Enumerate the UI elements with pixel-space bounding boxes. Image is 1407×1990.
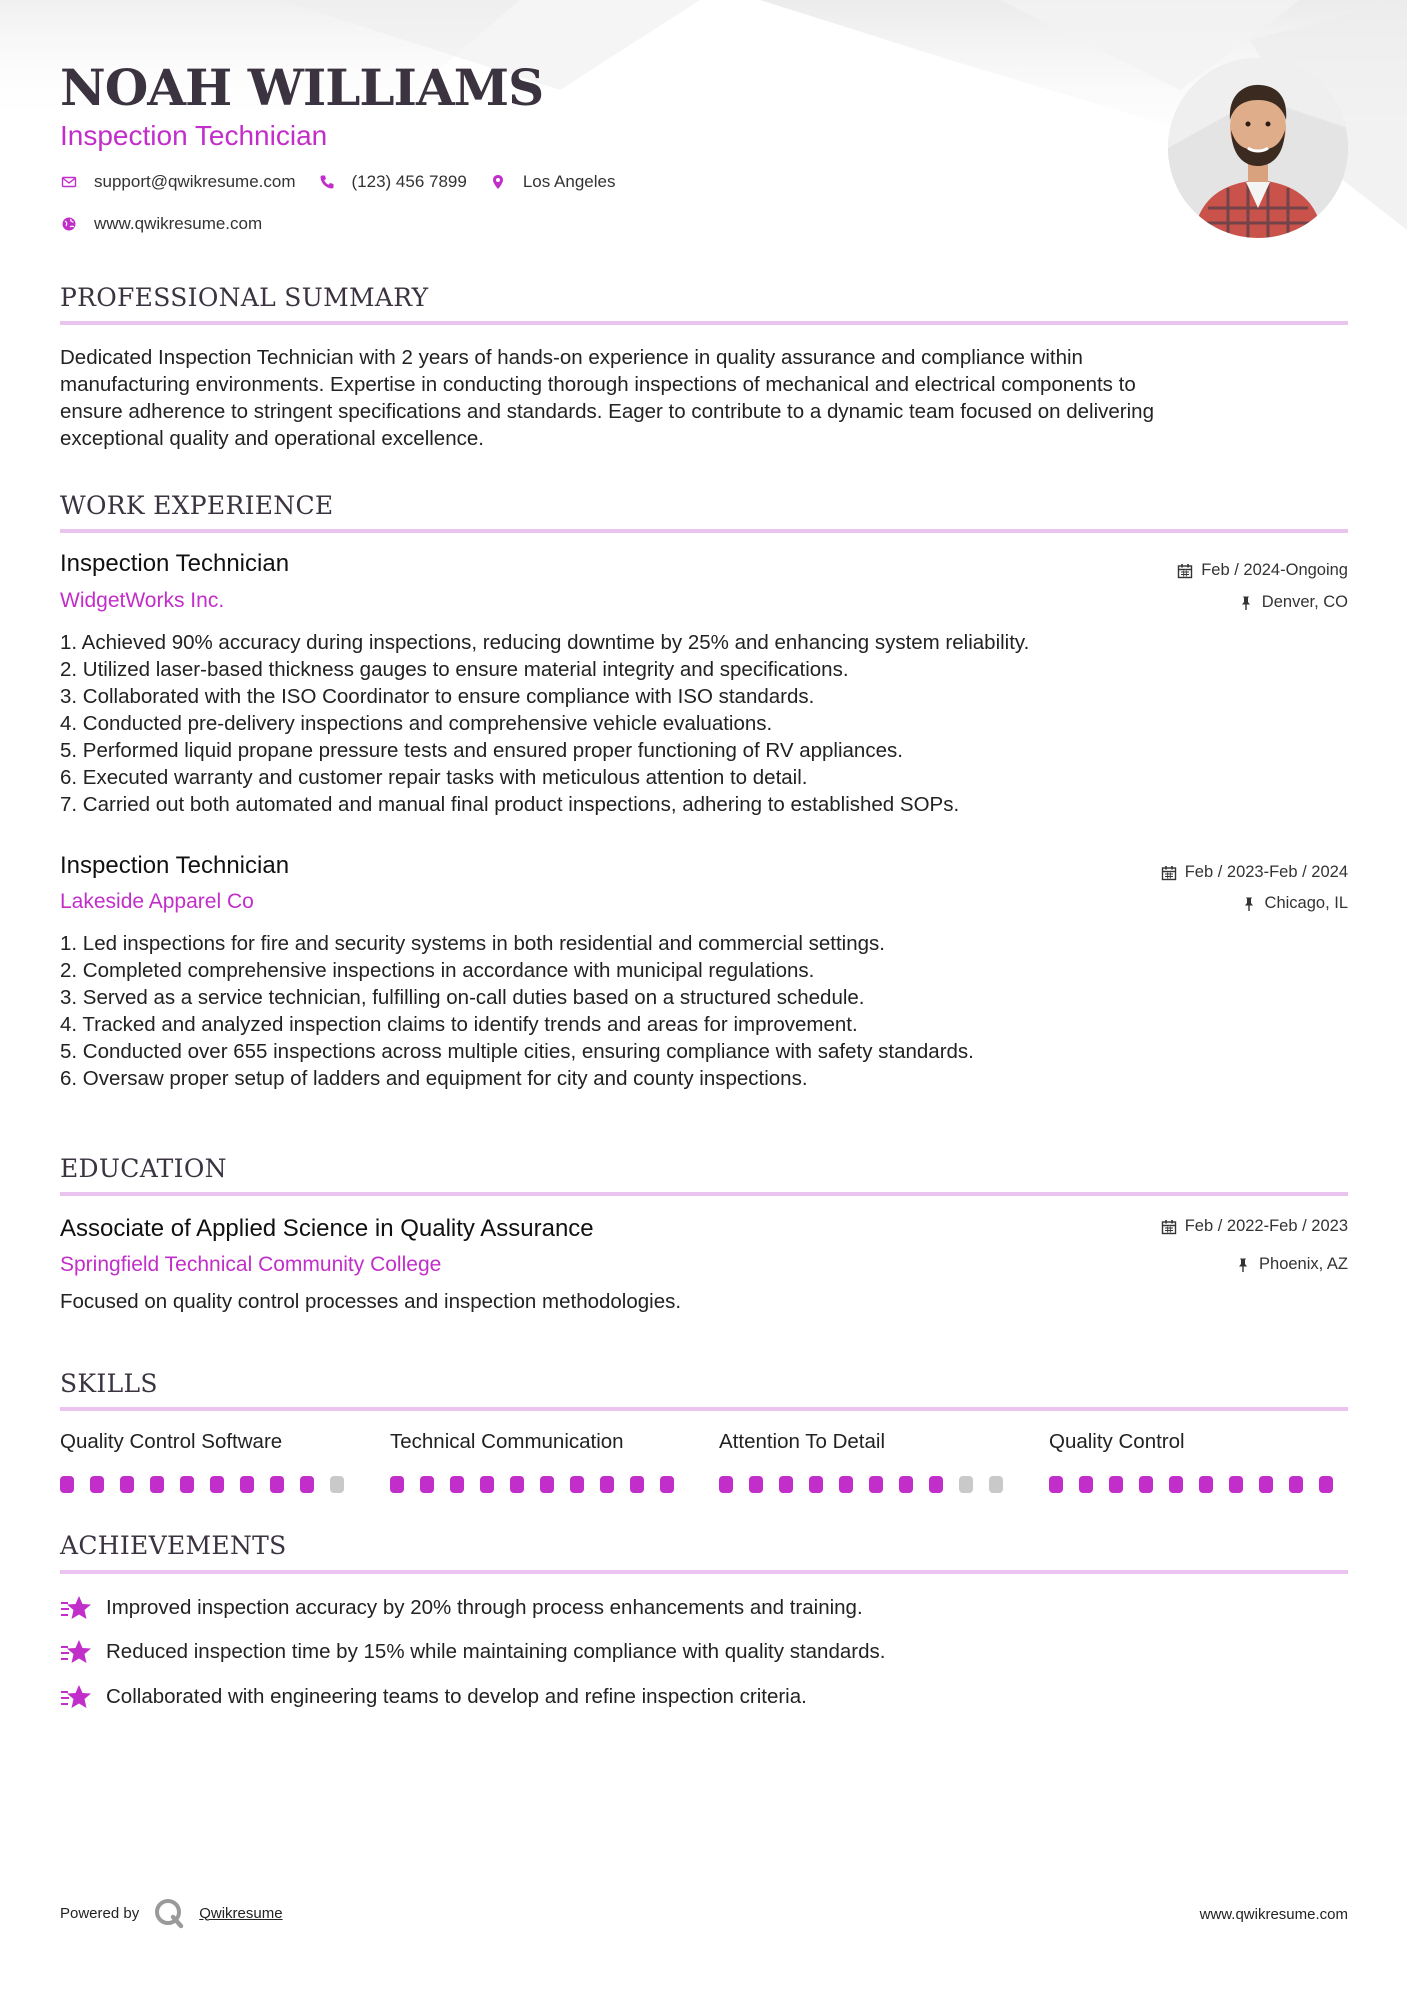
pushpin-icon: [1238, 595, 1254, 611]
calendar-icon: [1161, 865, 1177, 881]
section-divider: [60, 529, 1348, 533]
rating-dot-filled: [420, 1476, 434, 1493]
education-description: Focused on quality control processes and inspection methodologies.: [60, 1290, 682, 1313]
summary-line: exceptional quality and operational excellence.: [60, 427, 484, 450]
rating-dot-filled: [839, 1476, 853, 1493]
globe-icon: [60, 215, 78, 233]
list-item: 3. Served as a service technician, fulfilling on-call duties based on a structured schedule.: [60, 986, 865, 1009]
list-item: 5. Performed liquid propane pressure tests and ensured proper functioning of RV appliances.: [60, 739, 903, 762]
skill-item: [719, 1430, 1019, 1493]
qwikresume-logo-icon: [153, 1897, 185, 1929]
job-dates: [1177, 561, 1348, 580]
contact-row-website: [60, 214, 284, 234]
resume-page: [60, 0, 1348, 1990]
skill-rating: [719, 1476, 1019, 1493]
rating-dot-filled: [150, 1476, 164, 1493]
calendar-icon: [1177, 563, 1193, 579]
rating-dot-filled: [869, 1476, 883, 1493]
achievements-heading: ACHIEVEMENTS: [60, 1531, 287, 1560]
envelope-icon: [60, 173, 78, 191]
education-location-text: Phoenix, AZ: [1259, 1255, 1348, 1273]
contact-phone[interactable]: [318, 172, 467, 192]
achievement-item: [60, 1638, 885, 1666]
achievement-text: Collaborated with engineering teams to develop and refine inspection criteria.: [106, 1685, 807, 1708]
skill-rating: [60, 1476, 360, 1493]
achievement-item: [60, 1594, 863, 1622]
list-item: 1. Achieved 90% accuracy during inspections, reducing downtime by 25% and enhancing system reliability.: [60, 631, 1030, 654]
skill-name: Attention To Detail: [719, 1430, 886, 1453]
section-divider: [60, 321, 1348, 325]
education-location: [1235, 1255, 1348, 1274]
rating-dot-filled: [180, 1476, 194, 1493]
rating-dot-filled: [929, 1476, 943, 1493]
job-bullet-list: [60, 629, 1348, 818]
section-divider: [60, 1407, 1348, 1411]
skill-item: [1049, 1430, 1349, 1493]
rating-dot-filled: [540, 1476, 554, 1493]
skill-name: Technical Communication: [390, 1430, 624, 1453]
list-item: 2. Utilized laser-based thickness gauges to ensure material integrity and specifications.: [60, 658, 849, 681]
list-item: 4. Tracked and analyzed inspection claims to identify trends and areas for improvement.: [60, 1013, 858, 1036]
rating-dot-filled: [1109, 1476, 1123, 1493]
star-icon: [60, 1638, 92, 1666]
job-dates-text: Feb / 2023-Feb / 2024: [1184, 863, 1348, 881]
list-item: 1. Led inspections for fire and security systems in both residential and commercial settings.: [60, 932, 885, 955]
list-item: 5. Conducted over 655 inspections across multiple cities, ensuring compliance with safety standards.: [60, 1040, 974, 1063]
rating-dot-filled: [1259, 1476, 1273, 1493]
experience-heading: WORK EXPERIENCE: [60, 491, 334, 520]
rating-dot-filled: [749, 1476, 763, 1493]
skill-item: [390, 1430, 690, 1493]
job-location-text: Chicago, IL: [1264, 894, 1348, 912]
list-item: 6. Executed warranty and customer repair tasks with meticulous attention to detail.: [60, 766, 808, 789]
summary-line: Dedicated Inspection Technician with 2 years of hands-on experience in quality assurance and compliance within: [60, 346, 1083, 369]
rating-dot-filled: [1289, 1476, 1303, 1493]
achievement-text: Improved inspection accuracy by 20% through process enhancements and training.: [106, 1596, 863, 1619]
contact-location: [489, 172, 616, 192]
website-text: www.qwikresume.com: [94, 214, 263, 233]
rating-dot-filled: [809, 1476, 823, 1493]
profile-photo: [1168, 58, 1348, 238]
skills-heading: SKILLS: [60, 1369, 158, 1398]
job-location: [1238, 593, 1348, 612]
rating-dot-filled: [1319, 1476, 1333, 1493]
rating-dot-filled: [1079, 1476, 1093, 1493]
rating-dot-filled: [390, 1476, 404, 1493]
rating-dot-filled: [450, 1476, 464, 1493]
phone-icon: [318, 173, 336, 191]
company-name: WidgetWorks Inc.: [60, 589, 225, 612]
rating-dot-filled: [240, 1476, 254, 1493]
job-title: Inspection Technician: [60, 852, 290, 879]
location-text: Los Angeles: [522, 172, 616, 191]
skill-name: Quality Control: [1049, 1430, 1185, 1453]
rating-dot-filled: [270, 1476, 284, 1493]
skill-rating: [390, 1476, 690, 1493]
school-name: Springfield Technical Community College: [60, 1253, 442, 1276]
rating-dot-filled: [480, 1476, 494, 1493]
rating-dot-filled: [60, 1476, 74, 1493]
summary-line: ensure adherence to stringent specifications and standards. Eager to contribute to a dynamic team focused on delivering: [60, 400, 1154, 423]
candidate-name: NOAH WILLIAMS: [60, 58, 544, 117]
list-item: 3. Collaborated with the ISO Coordinator to ensure compliance with ISO standards.: [60, 685, 815, 708]
list-item: 7. Carried out both automated and manual final product inspections, adhering to established SOPs.: [60, 793, 960, 816]
contact-row: [60, 172, 637, 192]
footer-website[interactable]: www.qwikresume.com: [1199, 1906, 1348, 1923]
list-item: 6. Oversaw proper setup of ladders and equipment for city and county inspections.: [60, 1067, 808, 1090]
pushpin-icon: [1235, 1257, 1251, 1273]
pushpin-icon: [1241, 896, 1257, 912]
summary-text: [60, 344, 1348, 452]
rating-dot-filled: [1229, 1476, 1243, 1493]
rating-dot-filled: [300, 1476, 314, 1493]
star-icon: [60, 1594, 92, 1622]
job-title: Inspection Technician: [60, 550, 290, 577]
list-item: 2. Completed comprehensive inspections in accordance with municipal regulations.: [60, 959, 815, 982]
rating-dot-empty: [959, 1476, 973, 1493]
education-dates-text: Feb / 2022-Feb / 2023: [1184, 1217, 1348, 1235]
calendar-icon: [1161, 1219, 1177, 1235]
achievement-text: Reduced inspection time by 15% while maintaining compliance with quality standards.: [106, 1640, 886, 1663]
rating-dot-empty: [330, 1476, 344, 1493]
summary-line: manufacturing environments. Expertise in conducting thorough inspections of mechanical and electrical components to: [60, 373, 1136, 396]
rating-dot-filled: [570, 1476, 584, 1493]
rating-dot-filled: [90, 1476, 104, 1493]
rating-dot-filled: [210, 1476, 224, 1493]
section-divider: [60, 1570, 1348, 1574]
qwikresume-link[interactable]: Qwikresume: [199, 1904, 283, 1922]
section-divider: [60, 1192, 1348, 1196]
achievement-item: [60, 1683, 807, 1711]
rating-dot-filled: [120, 1476, 134, 1493]
rating-dot-filled: [1139, 1476, 1153, 1493]
job-dates-text: Feb / 2024-Ongoing: [1201, 561, 1348, 579]
job-dates: [1161, 863, 1348, 882]
phone-text: (123) 456 7899: [351, 172, 467, 191]
contact-website[interactable]: [60, 214, 262, 234]
footer-powered-by: [60, 1897, 283, 1929]
rating-dot-filled: [630, 1476, 644, 1493]
summary-heading: PROFESSIONAL SUMMARY: [60, 283, 429, 312]
rating-dot-filled: [660, 1476, 674, 1493]
candidate-role: Inspection Technician: [60, 120, 328, 151]
list-item: 4. Conducted pre-delivery inspections and comprehensive vehicle evaluations.: [60, 712, 773, 735]
skill-item: [60, 1430, 360, 1493]
rating-dot-filled: [779, 1476, 793, 1493]
skill-rating: [1049, 1476, 1349, 1493]
skill-name: Quality Control Software: [60, 1430, 283, 1453]
contact-email[interactable]: [60, 172, 296, 192]
map-pin-icon: [489, 173, 507, 191]
rating-dot-filled: [899, 1476, 913, 1493]
education-heading: EDUCATION: [60, 1154, 227, 1183]
degree-title: Associate of Applied Science in Quality Assurance: [60, 1215, 594, 1242]
rating-dot-filled: [719, 1476, 733, 1493]
rating-dot-filled: [1199, 1476, 1213, 1493]
rating-dot-filled: [1169, 1476, 1183, 1493]
powered-by-label: Powered by: [60, 1904, 140, 1922]
company-name: Lakeside Apparel Co: [60, 890, 254, 913]
email-text: support@qwikresume.com: [94, 172, 296, 191]
job-location-text: Denver, CO: [1261, 593, 1348, 611]
star-icon: [60, 1683, 92, 1711]
rating-dot-empty: [989, 1476, 1003, 1493]
job-bullet-list: [60, 930, 1348, 1092]
rating-dot-filled: [600, 1476, 614, 1493]
job-location: [1241, 894, 1348, 913]
rating-dot-filled: [510, 1476, 524, 1493]
education-dates: [1161, 1217, 1348, 1236]
rating-dot-filled: [1049, 1476, 1063, 1493]
